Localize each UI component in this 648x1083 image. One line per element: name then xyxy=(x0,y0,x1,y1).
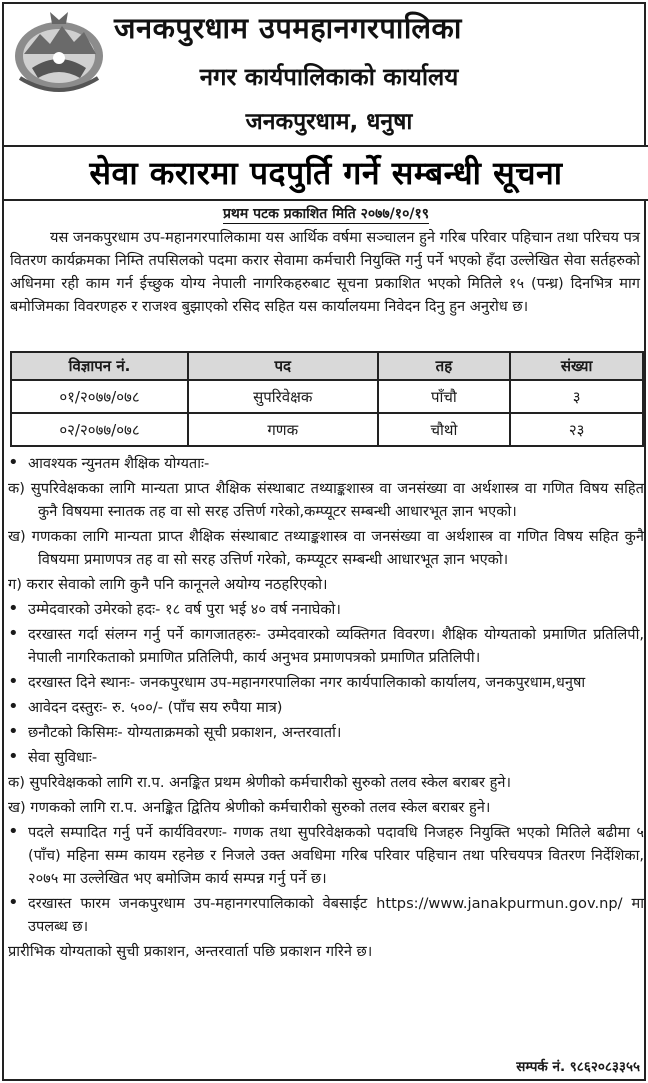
facility-heading xyxy=(8,746,644,769)
qualification-heading-text: आवश्यक न्युनतम शैक्षिक योग्यताः- xyxy=(28,455,210,472)
bullet-dot: • xyxy=(8,821,19,842)
notice-header xyxy=(4,4,648,145)
qualification-heading xyxy=(8,452,644,475)
office-name: नगर कार्यपालिकाको कार्यालय xyxy=(199,63,459,91)
bullet-dot: • xyxy=(8,721,19,742)
notice-title: सेवा करारमा पदपुर्ति गर्ने सम्बन्धी सूचना xyxy=(4,145,648,201)
cell-level: पाँचौ xyxy=(378,380,511,413)
cell-level: चौथो xyxy=(378,413,511,446)
qualification-enumerator: ख) गणकका लागि मान्यता प्राप्त शैक्षिक संस्थाबाट तथ्याङ्कशास्त्र वा जनसंख्या वा अर्थशास्त्र वा गणित विषय सहित कुनै विषयमा प्रमाणपत्र तह वा सो सरह उत्तिर्ण गरेको, कम्प्यूटर सम्बन्धी आधारभूत ज्ञान भएको। xyxy=(8,528,644,568)
intro-paragraph: यस जनकपुरधाम उप-महानगरपालिकामा यस आर्थिक वर्षमा सञ्चालन हुने गरिब परिवार पहिचान तथा परिचय पत्र वितरण कार्यक्रमका निम्ति तपसिलको पदमा करार सेवामा कर्मचारी नियुक्ति गर्नु पर्ने भएको हँदा उल्लेखित सेवा सर्तहरुको अधिनमा रही काम गर्न ईच्छुक योग्य नेपाली नागरिकहरुबाट सूचना प्रकाशित भएको मितिले १५ (पन्ध्र) दिनभित्र माग बमोजिमका विवरणहरु र राजश्व बुझाएको रसिद सहित यस कार्यालयमा निवेदन दिनु हुन अनुरोध छ। xyxy=(10,229,640,315)
vacancy-table xyxy=(10,351,644,447)
job-duties xyxy=(8,821,644,890)
cell-count: ३ xyxy=(510,380,643,413)
bullet-dot: • xyxy=(8,452,19,473)
col-header-count: संख्या xyxy=(510,352,643,380)
bullet-dot: • xyxy=(8,746,19,767)
required-documents xyxy=(8,623,644,669)
age-limit-text: उम्मेदवारको उमेरको हदः- १८ वर्ष पुरा भई ४० वर्ष ननाघेको। xyxy=(28,601,341,618)
required-documents-text: दरखास्त गर्दा संलग्न गर्नु पर्ने कागजातहरुः- उम्मेदवारको व्यक्तिगत विवरण। शैक्षिक योग्यताको प्रमाणित प्रतिलिपी, नेपाली नागरिकताको प्रमाणित प्रतिलिपी, कार्य अनुभव प्रमाणपत्रको प्रमाणित प्रतिलिपी। xyxy=(28,626,644,666)
cell-post: सुपरिवेक्षक xyxy=(188,380,378,413)
application-fee xyxy=(8,696,644,719)
age-limit xyxy=(8,598,644,621)
contact-number: सम्पर्क नं. ९८६२०८३३५५ xyxy=(516,1059,640,1075)
application-form xyxy=(8,892,644,938)
publish-date-text: प्रथम पटक प्रकाशित मिति २०७७/१०/१९ xyxy=(222,206,430,222)
col-header-ad-no: विज्ञापन नं. xyxy=(11,352,188,380)
selection-method-text: छनौटको किसिमः- योग्यताक्रमको सूची प्रकाशन, अन्तरवार्ता। xyxy=(28,724,342,741)
bullet-dot: • xyxy=(8,892,19,913)
cell-post: गणक xyxy=(188,413,378,446)
application-fee-text: आवेदन दस्तुरः- रु. ५००/- (पाँच सय रुपैया मात्र) xyxy=(28,699,283,716)
application-place-text: दरखास्त दिने स्थानः- जनकपुरधाम उप-महानगरपालिका नगर कार्यपालिकाको कार्यालय, जनकपुरधाम,धनुषा xyxy=(28,674,586,691)
qualification-supervisor: क) सुपरिवेक्षकका लागि मान्यता प्राप्त शैक्षिक संस्थाबाट तथ्याङ्कशास्त्र वा जनसंख्या वा अर्थशास्त्र वा गणित विषय सहित कुनै विषयमा स्नातक तह वा सो सरह उत्तिर्ण गरेको,कम्प्यूटर सम्बन्धी आधारभूत ज्ञान भएको। xyxy=(8,480,644,520)
cell-count: २३ xyxy=(510,413,643,446)
closing-note: प्रारीभिक योग्यताको सुची प्रकाशन, अन्तरवार्ता पछि प्रकाशन गरिने छ। xyxy=(8,943,373,960)
table-header-row xyxy=(11,352,643,380)
qualification-eligibility: ग) करार सेवाको लागि कुनै पनि कानूनले अयोग्य नठहरिएको। xyxy=(8,576,328,593)
job-duties-text: पदले सम्पादित गर्नु पर्ने कार्यविवरणः- गणक तथा सुपरिवेक्षकको पदावधि निजहरु नियुक्ति भएको मितिले बढीमा ५ (पाँच) महिना सम्म कायम रहनेछ र निजले उक्त अवधिमा गरिब परिवार पहिचान तथा परिचयपत्र वितरण निर्देशिका, २०७५ मा उल्लेखित भए बमोजिम कार्य सम्पन्न गर्नु पर्ने छ। xyxy=(28,824,644,887)
table-row xyxy=(11,413,643,446)
office-location: जनकपुरधाम, धनुषा xyxy=(245,109,413,135)
application-form-text: दरखास्त फारम जनकपुरधाम उप-महानगरपालिकाको वेबसाईट https://www.janakpurmun.gov.np/ मा उपलब्ध छ। xyxy=(28,895,644,935)
bullet-dot: • xyxy=(8,623,19,644)
selection-method xyxy=(8,721,644,744)
application-place xyxy=(8,671,644,694)
publish-date xyxy=(4,204,648,223)
cell-ad-no: ०१/२०७७/०७८ xyxy=(11,380,188,413)
nepal-emblem-icon xyxy=(10,8,108,94)
facility-enumerator: ख) गणकको लागि रा.प. अनङ्कित द्वितिय श्रेणीको कर्मचारीको सुरुको तलव स्केल बराबर हुने। xyxy=(8,799,491,816)
col-header-level: तह xyxy=(378,352,511,380)
cell-ad-no: ०२/२०७७/०७८ xyxy=(11,413,188,446)
notice-frame xyxy=(2,2,646,1081)
bullet-dot: • xyxy=(8,598,19,619)
notice-body xyxy=(8,452,644,965)
facility-supervisor: क) सुपरिवेक्षकको लागि रा.प. अनङ्कित प्रथम श्रेणीको कर्मचारीको सुरुको तलव स्केल बराबर हुने। xyxy=(8,774,511,791)
table-row xyxy=(11,380,643,413)
col-header-post: पद xyxy=(188,352,378,380)
bullet-dot: • xyxy=(8,671,19,692)
facility-heading-text: सेवा सुविधाः- xyxy=(28,749,98,766)
bullet-dot: • xyxy=(8,696,19,717)
org-name: जनकपुरधाम उपमहानगरपालिका xyxy=(114,11,462,45)
